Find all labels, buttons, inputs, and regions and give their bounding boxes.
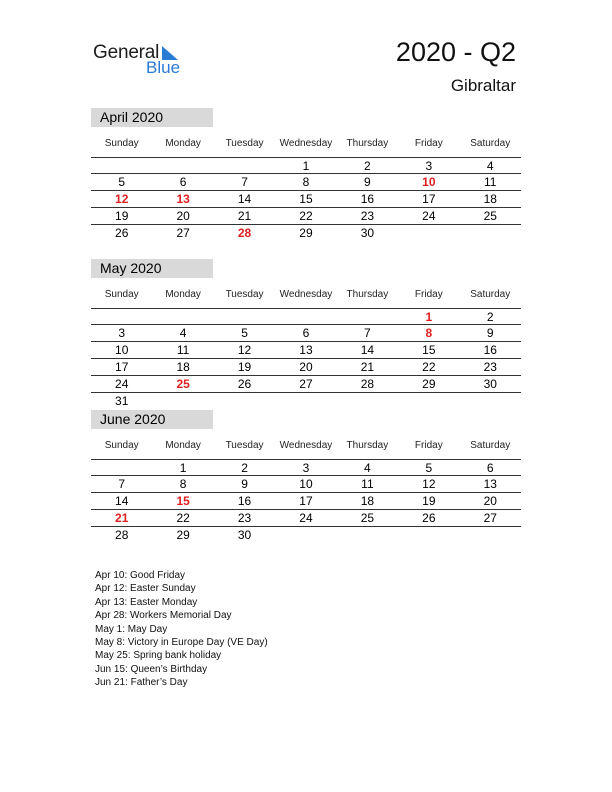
country-name: Gibraltar [450,76,516,95]
day-cell: 6 [486,461,494,475]
day-cell: 24 [422,209,436,223]
weekday-label: Monday [165,439,201,451]
day-cell: 4 [179,326,187,340]
week-row [91,342,521,359]
day-cell: 12 [422,477,436,491]
day-cell: 8 [302,175,310,189]
day-cell: 17 [115,360,129,374]
weekday-label: Tuesday [225,288,264,300]
week-row [91,459,521,476]
weekday-label: Wednesday [279,137,333,149]
day-cell: 13 [299,343,313,357]
brand-name-line2: Blue [146,58,181,77]
day-cell: 5 [118,175,126,189]
day-cell: 27 [483,511,497,525]
day-cell: 5 [425,461,433,475]
holiday-note: Apr 28: Workers Memorial Day [95,610,232,622]
day-cell: 18 [360,494,375,508]
day-cell: 23 [360,209,375,223]
week-row [91,476,521,493]
day-cell: 21 [360,360,375,374]
weekday-header [91,280,521,308]
day-cell: 22 [176,511,190,525]
day-cell: 27 [176,226,190,240]
weekday-label: Friday [414,439,443,451]
day-cell [152,158,213,173]
day-cell: 22 [299,209,313,223]
page-title: 2020 - Q2 [395,37,516,67]
day-cell [214,158,275,173]
weekday-label: Friday [414,288,443,300]
day-cell: 22 [422,360,436,374]
day-cell: 9 [364,175,371,189]
day-cell: 11 [361,477,374,491]
day-cell: 4 [364,461,371,475]
holiday-note: Jun 21: Father’s Day [95,677,188,689]
day-cell: 1 [302,159,310,173]
day-cell: 20 [483,494,497,508]
day-cell: 30 [483,377,497,391]
day-cell: 26 [237,377,252,391]
month-calendar [91,410,521,544]
weekday-label: Monday [165,137,201,149]
week-row [91,527,521,544]
day-cell [337,309,398,324]
day-cell [460,225,521,242]
brand-logo [93,40,193,80]
weekday-label: Thursday [346,439,389,451]
day-cell: 3 [302,461,310,475]
holiday-note: May 1: May Day [95,623,168,635]
day-cell: 15 [422,343,436,357]
day-cell: 23 [483,360,497,374]
week-row [91,510,521,527]
weekday-header [91,431,521,459]
day-cell: 7 [241,175,248,189]
day-cell [460,527,521,544]
day-cell: 29 [176,528,190,542]
holiday-day-cell: 8 [425,326,433,340]
week-row [91,157,521,174]
weekday-label: Thursday [346,137,389,149]
week-row [91,208,521,225]
week-row [91,376,521,393]
day-cell: 9 [486,326,494,340]
holiday-day-cell: 1 [425,310,433,324]
month-calendar [91,108,521,242]
day-cell [214,393,275,410]
holiday-note: Apr 13: Easter Monday [95,596,198,608]
day-cell: 19 [115,209,129,223]
day-cell [460,393,521,410]
month-calendar [91,259,521,410]
holiday-day-cell: 10 [422,175,436,189]
week-row [91,493,521,510]
day-cell: 16 [360,192,375,206]
day-cell: 24 [299,511,313,525]
day-cell: 26 [115,226,129,240]
day-cell: 29 [422,377,436,391]
day-cell: 9 [241,477,248,491]
holiday-note: Apr 10: Good Friday [95,570,186,581]
holiday-note: May 25: Spring bank holiday [95,650,222,662]
day-cell: 30 [237,528,252,542]
day-cell [398,225,459,242]
day-cell [152,393,213,410]
weekday-label: Sunday [104,137,139,149]
day-cell: 6 [302,326,310,340]
weekday-header [91,129,521,157]
day-cell: 28 [115,528,129,542]
day-cell: 25 [483,209,497,223]
week-row [91,359,521,376]
day-cell: 18 [176,360,190,374]
day-cell: 2 [241,461,248,475]
month-label: June 2020 [91,410,213,429]
day-cell: 31 [115,394,129,408]
day-cell: 23 [237,511,252,525]
day-cell: 25 [360,511,375,525]
holiday-day-cell: 25 [176,377,190,391]
day-cell [91,158,152,173]
month-label: April 2020 [91,108,213,127]
weekday-label: Thursday [346,288,389,300]
day-cell: 13 [483,477,497,491]
day-cell: 10 [299,477,313,491]
weekday-label: Saturday [470,137,511,149]
day-cell: 18 [483,192,497,206]
day-cell: 6 [179,175,187,189]
day-cell [398,527,459,544]
day-cell: 3 [425,159,433,173]
holiday-note: Jun 15: Queen’s Birthday [95,663,208,675]
week-row [91,308,521,325]
week-row [91,225,521,242]
weekday-label: Saturday [470,288,511,300]
holiday-note: Apr 12: Easter Sunday [95,583,196,595]
day-cell: 7 [364,326,371,340]
day-cell: 14 [115,494,129,508]
day-cell: 24 [115,377,129,391]
day-cell [337,527,398,544]
day-cell [275,393,336,410]
day-cell [91,460,152,475]
day-cell: 11 [484,175,497,189]
week-row [91,174,521,191]
day-cell [214,309,275,324]
day-cell [398,393,459,410]
day-cell: 20 [299,360,313,374]
weekday-label: Saturday [470,439,511,451]
weekday-label: Sunday [104,288,139,300]
day-cell: 2 [486,310,494,324]
holiday-day-cell: 12 [115,192,129,206]
weekday-label: Monday [165,288,201,300]
day-cell: 8 [179,477,187,491]
day-cell: 30 [360,226,375,240]
day-cell: 16 [237,494,252,508]
day-cell: 2 [364,159,371,173]
weekday-label: Tuesday [225,137,264,149]
day-cell: 17 [299,494,313,508]
week-row [91,393,521,410]
day-cell: 1 [179,461,187,475]
holiday-day-cell: 15 [176,494,190,508]
day-cell: 29 [299,226,313,240]
day-cell: 5 [241,326,248,340]
week-row [91,325,521,342]
day-cell [91,309,152,324]
day-cell: 21 [237,209,252,223]
day-cell: 11 [176,343,190,357]
day-cell: 17 [422,192,436,206]
day-cell: 12 [237,343,252,357]
day-cell: 28 [360,377,375,391]
weekday-label: Sunday [104,439,139,451]
day-cell: 10 [115,343,129,357]
weekday-label: Wednesday [279,439,333,451]
day-cell: 3 [118,326,126,340]
day-cell: 15 [299,192,313,206]
day-cell: 19 [237,360,252,374]
day-cell: 7 [118,477,126,491]
day-cell: 27 [299,377,313,391]
day-cell: 14 [237,192,252,206]
brand-name-line1: General [93,42,160,63]
weekday-label: Friday [414,137,443,149]
day-cell [337,393,398,410]
holiday-day-cell: 21 [115,511,129,525]
holiday-day-cell: 13 [176,192,190,206]
day-cell [275,309,336,324]
day-cell: 16 [483,343,497,357]
day-cell [275,527,336,544]
weekday-label: Wednesday [279,288,333,300]
holiday-list [95,569,268,690]
month-label: May 2020 [91,259,213,278]
weekday-label: Tuesday [225,439,264,451]
week-row [91,191,521,208]
day-cell [152,309,213,324]
day-cell: 14 [360,343,375,357]
day-cell: 20 [176,209,190,223]
holiday-note: May 8: Victory in Europe Day (VE Day) [95,637,268,649]
day-cell: 26 [422,511,436,525]
day-cell: 19 [422,494,436,508]
holiday-day-cell: 28 [237,226,252,240]
day-cell: 4 [486,159,494,173]
